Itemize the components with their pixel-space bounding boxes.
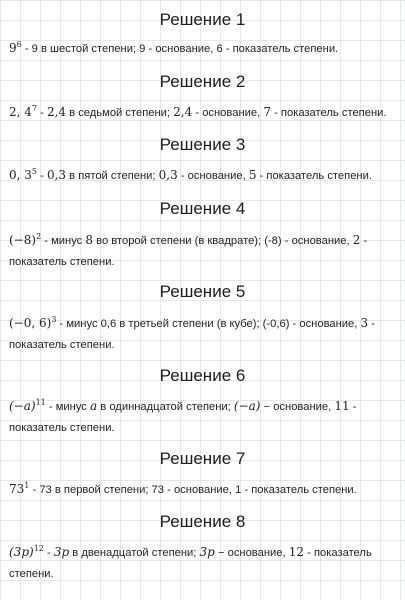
solution-6-math-b: (−a) <box>233 399 261 413</box>
solution-8-math-a: 3p <box>53 545 70 559</box>
solution-8-text <box>9 545 399 559</box>
solution-4-base: (−8) <box>9 233 37 247</box>
solution-4-text-b: во второй степени (в квадрате); (-8) - основание, <box>93 235 353 247</box>
solution-8-title: Решение 8 <box>159 512 246 531</box>
solution-2-text-b: - основание, <box>192 107 264 119</box>
solution-8-text-a: - <box>43 547 54 559</box>
solution-8-base: (3p) <box>9 545 34 559</box>
solution-4-exponent: 2 <box>36 232 42 241</box>
solution-2-exponent: 7 <box>31 104 37 113</box>
solution-3-math-c: 5 <box>248 168 257 182</box>
solution-3-text-c: - показатель степени. <box>256 170 372 182</box>
solution-3-text-a: в пятой степени; <box>66 170 159 182</box>
solution-2-title: Решение 2 <box>159 72 246 91</box>
solution-5-exponent: 3 <box>51 315 57 324</box>
solution-6-title: Решение 6 <box>159 366 246 385</box>
solution-2-text-a: в седьмой степени; <box>66 107 174 119</box>
solution-4-text <box>9 233 399 247</box>
solution-4-math-a: 8 <box>85 233 94 247</box>
solution-6-text <box>9 399 399 413</box>
solution-4-text-c: - <box>360 235 368 247</box>
solution-2-text: 2, $4^7 - 2,4$ в седьмой степени; 2,4 - основание, 7 - показатель степени. <box>9 104 387 119</box>
solution-5-text-a: - минус 0,6 в третьей степени (в кубе); (-0,6) - основание, <box>56 318 361 330</box>
solution-3-text: 0, $3^5 - 0,3$ в пятой степени; 0,3 - основание, 5 - показатель степени. <box>9 167 372 182</box>
solution-6-math-a: a <box>90 399 98 413</box>
solution-1-text <box>9 41 399 55</box>
solution-4-text-a: - минус <box>41 235 86 247</box>
solution-8-math-b: 3p <box>199 545 215 559</box>
solution-8-text-d: - показатель <box>304 547 372 559</box>
solution-6-exponent: 11 <box>35 398 46 407</box>
solution-6-math-c: 11 <box>334 399 350 413</box>
solution-7-exponent: 1 <box>24 481 30 490</box>
solution-3-text-b: - основание, <box>177 170 249 182</box>
solution-5-text <box>9 316 399 330</box>
solution-6-base: (−a) <box>9 399 36 413</box>
solution-5-math-b: 3 <box>360 316 369 330</box>
solution-8-line-2: степени. <box>9 568 54 580</box>
solution-7-base: 73 <box>9 482 25 496</box>
solution-5-base: (−0, 6) <box>9 316 52 330</box>
solution-5-line-2: показатель степени. <box>9 339 115 351</box>
solution-3-base: 0, 3 <box>9 168 32 182</box>
solution-6-line-2: показатель степени. <box>9 422 115 434</box>
solution-2-text-c: - показатель степени. <box>270 107 387 119</box>
solution-4-title: Решение 4 <box>159 199 246 218</box>
solution-8-exponent: 12 <box>33 544 44 553</box>
solution-3-title: Решение 3 <box>159 135 246 154</box>
solution-2-base: 2, 4 <box>9 105 32 119</box>
solution-5-title: Решение 5 <box>159 282 246 301</box>
solution-6-text-c: − основание, <box>260 401 335 413</box>
solution-7-text <box>9 482 399 496</box>
solution-6-text-d: - <box>349 401 357 413</box>
solution-8-text-c: − основание, <box>214 547 289 559</box>
solution-3-value: 0,3 <box>46 168 67 182</box>
solution-6-text-a: - минус <box>45 401 90 413</box>
solution-1-explanation: - 9 в шестой степени; 9 - основание, 6 - показатель степени. <box>21 43 339 55</box>
solution-5-text-c: - <box>368 318 375 330</box>
solution-6-text-b: в одиннадцатой степени; <box>97 401 234 413</box>
solution-7-title: Решение 7 <box>159 449 246 468</box>
solution-4-line-2: показатель степени. <box>9 256 115 268</box>
solution-4-math-b: 2 <box>352 233 361 247</box>
solution-8-math-c: 12 <box>288 545 304 559</box>
solution-1-exponent: 6 <box>16 40 22 49</box>
solution-2-math-b: 2,4 <box>173 105 193 119</box>
solution-7-explanation: - 73 в первой степени; 73 - основание, 1 - показатель степени. <box>29 484 357 496</box>
solution-3-math-b: 0,3 <box>158 168 178 182</box>
solution-3-exponent: 5 <box>31 167 37 176</box>
solution-2-math-c: 7 <box>263 105 271 119</box>
solution-2-value: 2,4 <box>46 105 67 119</box>
solution-1-title: Решение 1 <box>159 10 246 29</box>
solution-1-base: 9 <box>9 41 17 55</box>
solution-8-text-b: в двенадцатой степени; <box>69 547 200 559</box>
